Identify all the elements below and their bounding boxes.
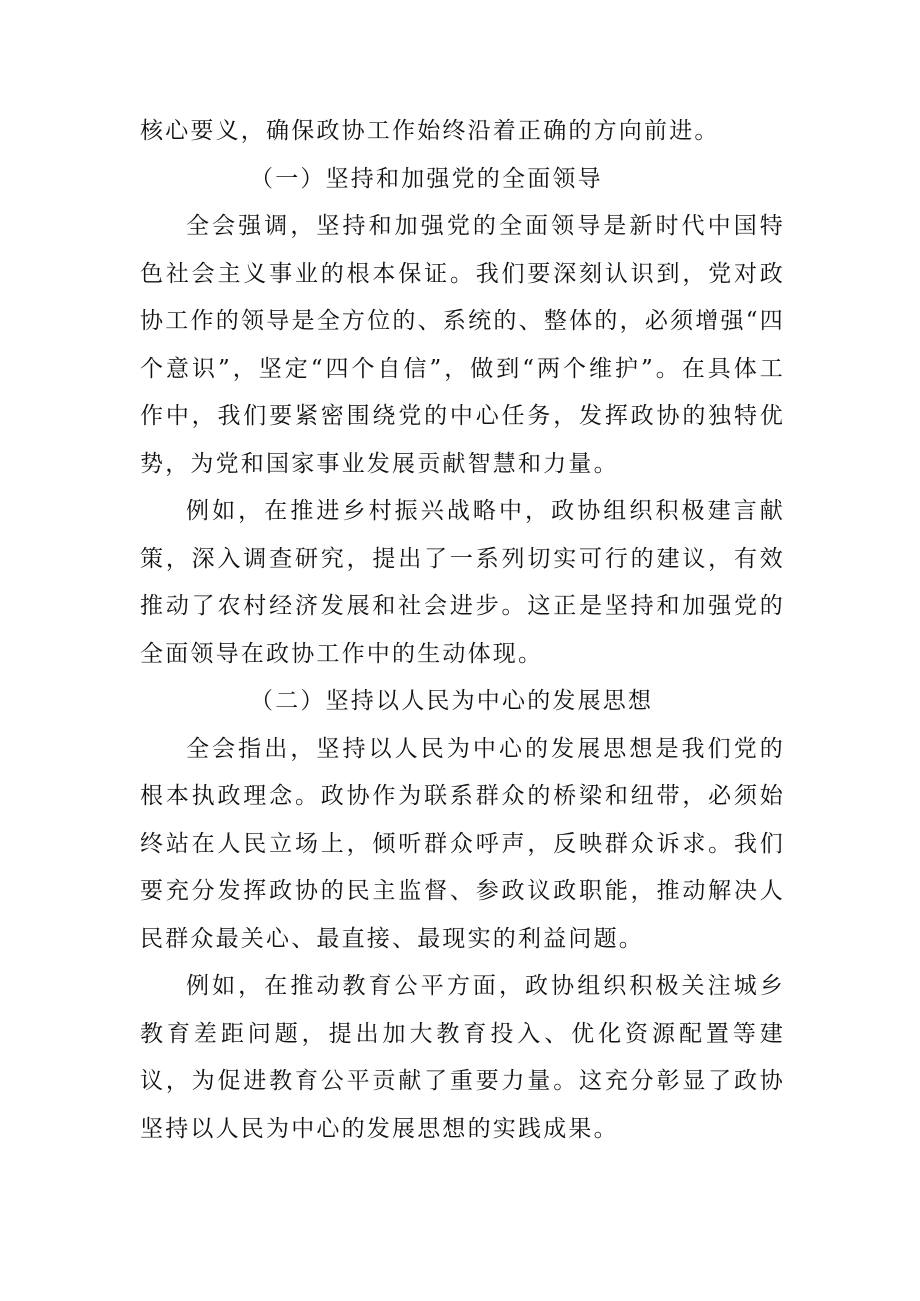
document-body — [140, 108, 785, 1153]
body-paragraph: 全会指出，坚持以人民为中心的发展思想是我们党的根本执政理念。政协作为联系群众的桥梁和纽带，必须始终站在人民立场上，倾听群众呼声，反映群众诉求。我们要充分发挥政协的民主监督、参政议政职能，推动解决人民群众最关心、最直接、最现实的利益问题。 — [140, 735, 785, 952]
section-heading-1: （一）坚持和加强党的全面领导 — [250, 165, 603, 192]
body-paragraph: 例如，在推动教育公平方面，政协组织积极关注城乡教育差距问题，提出加大教育投入、优化资源配置等建议，为促进教育公平贡献了重要力量。这充分彰显了政协坚持以人民为中心的发展思想的实践成果。 — [140, 973, 785, 1142]
body-paragraph: 全会强调，坚持和加强党的全面领导是新时代中国特色社会主义事业的根本保证。我们要深刻认识到，党对政协工作的领导是全方位的、系统的、整体的，必须增强“四个意识”，坚定“四个自信”，做到“两个维护”。在具体工作中，我们要紧密围绕党的中心任务，发挥政协的独特优势，为党和国家事业发展贡献智慧和力量。 — [140, 213, 785, 477]
section-heading-2: （二）坚持以人民为中心的发展思想 — [250, 688, 654, 714]
body-paragraph: 例如，在推进乡村振兴战略中，政协组织积极建言献策，深入调查研究，提出了一系列切实可行的建议，有效推动了农村经济发展和社会进步。这正是坚持和加强党的全面领导在政协工作中的生动体现。 — [140, 498, 785, 667]
continuation-paragraph: 核心要义，确保政协工作始终沿着正确的方向前进。 — [140, 118, 720, 144]
